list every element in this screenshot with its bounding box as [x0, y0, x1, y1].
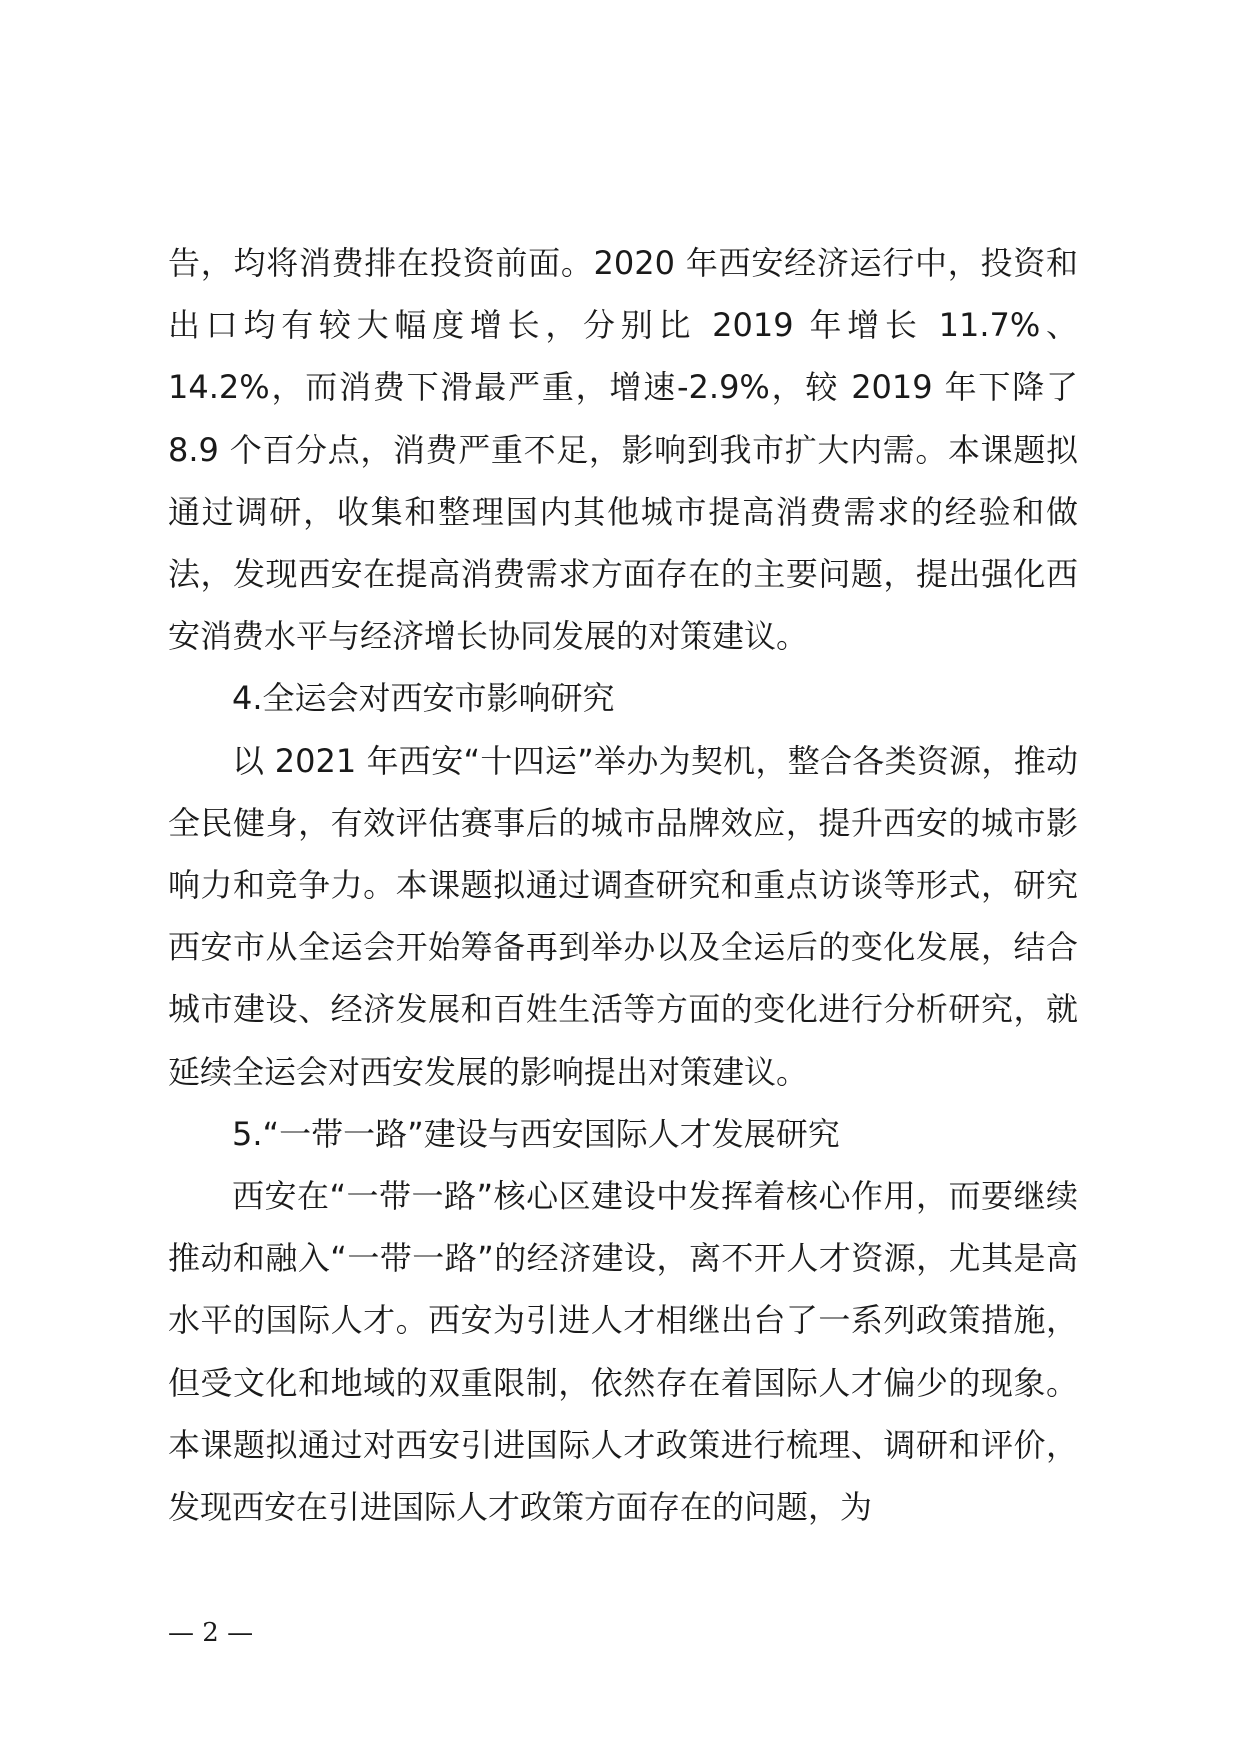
page-number: — 2 — [168, 1618, 254, 1648]
body-text [168, 232, 1078, 1538]
paragraph-national-games: 以 2021 年西安“十四运”举办为契机，整合各类资源，推动全民健身，有效评估赛事后的城市品牌效应，提升西安的城市影响力和竞争力。本课题拟通过调查研究和重点访谈等形式，研究西安市从全运会开始筹备再到举办以及全运后的变化发展，结合城市建设、经济发展和百姓生活等方面的变化进行分析研究，就延续全运会对西安发展的影响提出对策建议。 [168, 741, 1078, 1091]
paragraph-consumption-continued: 告，均将消费排在投资前面。2020 年西安经济运行中，投资和出口均有较大幅度增长，分别比 2019 年增长 11.7%、14.2%，而消费下滑最严重，增速-2.9%，较 2019 年下降了 8.9 个百分点，消费严重不足，影响到我市扩大内需。本课题拟通过调研，收集和整理国内其他城市提高消费需求的经验和做法，发现西安在提高消费需求方面存在的主要问题，提出强化西安消费水平与经济增长协同发展的对策建议。 [168, 244, 1078, 656]
paragraph-belt-and-road-talent: 西安在“一带一路”核心区建设中发挥着核心作用，而要继续推动和融入“一带一路”的经济建设，离不开人才资源，尤其是高水平的国际人才。西安为引进人才相继出台了一系列政策措施，但受文化和地域的双重限制，依然存在着国际人才偏少的现象。本课题拟通过对西安引进国际人才政策进行梳理、调研和评价，发现西安在引进国际人才政策方面存在的问题，为 [168, 1177, 1078, 1527]
heading-belt-and-road-talent: 5.“一带一路”建设与西安国际人才发展研究 [232, 1114, 840, 1153]
heading-national-games: 4.全运会对西安市影响研究 [232, 679, 615, 718]
